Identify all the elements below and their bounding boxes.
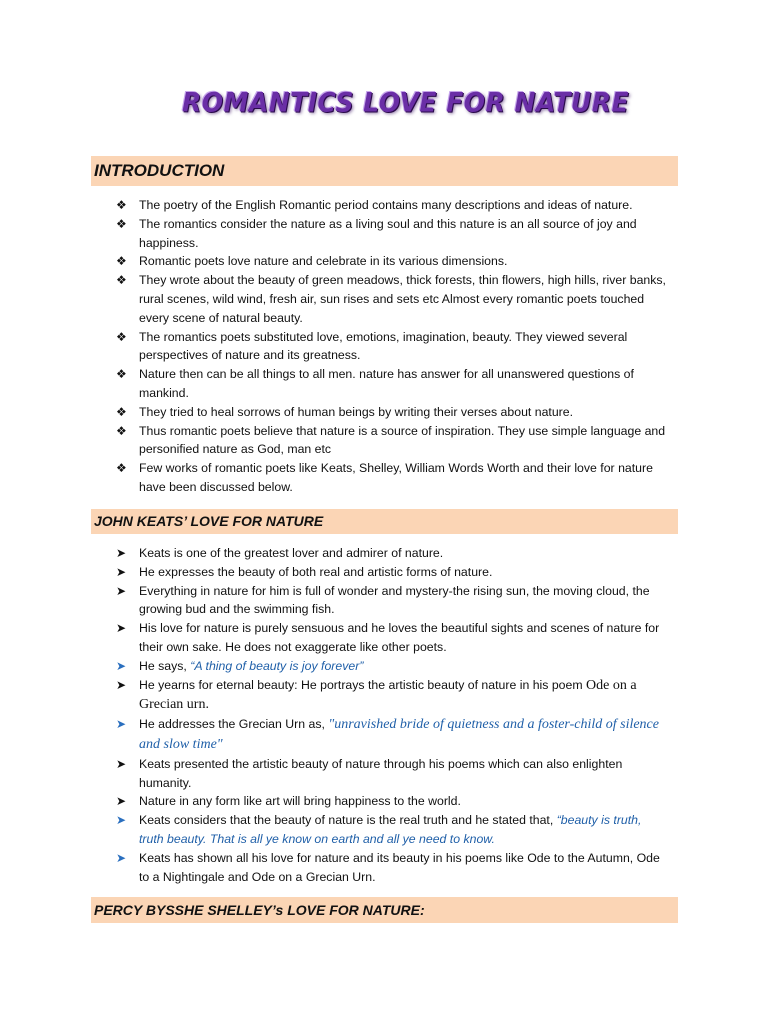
list-item xyxy=(0,582,669,620)
section-heading-shelley xyxy=(91,897,678,923)
list-item xyxy=(0,422,669,460)
arrow-bullet-icon: ➤ xyxy=(116,813,127,828)
arrow-bullet-icon: ➤ xyxy=(116,658,127,673)
list-item-text: The romantics consider the nature as a living soul and this nature is an all source of joy and happiness. xyxy=(139,216,637,250)
document-title: ROMANTICS LOVE FOR NATURE xyxy=(182,87,630,118)
diamond-bullet-icon: ❖ xyxy=(116,216,127,231)
list-item xyxy=(0,215,669,253)
list-item xyxy=(0,792,669,811)
section-heading-introduction xyxy=(91,156,678,186)
list-item-text: He addresses the Grecian Urn as, xyxy=(139,717,329,732)
keats-list xyxy=(0,544,768,886)
arrow-bullet-icon: ➤ xyxy=(116,717,127,732)
list-item-text: The poetry of the English Romantic period contains many descriptions and ideas of nature. xyxy=(139,198,633,212)
list-item xyxy=(0,544,669,563)
diamond-bullet-icon: ❖ xyxy=(116,423,127,438)
keats-quote: "unravished bride of quietness and a foster-child of silence and slow time" xyxy=(139,717,659,752)
list-item xyxy=(0,755,669,793)
list-item-text: He expresses the beauty of both real and artistic forms of nature. xyxy=(139,564,493,579)
list-item-text: The romantics poets substituted love, emotions, imagination, beauty. They viewed several perspectives of nature and its greatness. xyxy=(139,329,628,363)
poem-title: Ode on a Grecian urn. xyxy=(139,677,637,713)
diamond-bullet-icon: ❖ xyxy=(116,404,127,419)
arrow-bullet-icon: ➤ xyxy=(116,794,127,809)
list-item xyxy=(0,365,669,403)
section-heading-text: PERCY BYSSHE SHELLEY’s LOVE FOR NATURE: xyxy=(94,902,425,918)
list-item-text: Nature then can be all things to all men. nature has answer for all unanswered questions of mankind. xyxy=(139,367,634,400)
diamond-bullet-icon: ❖ xyxy=(116,367,127,382)
list-item-text: He says, xyxy=(139,658,191,673)
keats-quote: “A thing of beauty is joy forever” xyxy=(190,658,364,673)
list-item-text: Everything in nature for him is full of wonder and mystery-the rising sun, the moving cloud, the growing bud and the swimming fish. xyxy=(139,583,650,617)
arrow-bullet-icon: ➤ xyxy=(116,756,127,771)
section-heading-keats xyxy=(91,509,678,534)
list-item xyxy=(0,252,669,271)
arrow-bullet-icon: ➤ xyxy=(116,564,127,579)
diamond-bullet-icon: ❖ xyxy=(116,461,127,476)
arrow-bullet-icon: ➤ xyxy=(116,677,127,692)
list-item-text: Romantic poets love nature and celebrate in its various dimensions. xyxy=(139,254,508,269)
arrow-bullet-icon: ➤ xyxy=(116,583,127,598)
list-item-text: Keats is one of the greatest lover and admirer of nature. xyxy=(139,546,444,560)
list-item xyxy=(0,271,669,327)
list-item xyxy=(0,657,669,676)
list-item xyxy=(0,328,669,366)
list-item-text: Thus romantic poets believe that nature is a source of inspiration. They use simple language and personified nature as God, man etc xyxy=(139,423,666,457)
list-item-text: They tried to heal sorrows of human beings by writing their verses about nature. xyxy=(139,404,574,419)
list-item xyxy=(0,849,669,887)
list-item xyxy=(0,563,669,582)
list-item-text: Few works of romantic poets like Keats, Shelley, William Words Worth and their love for nature have been discussed below. xyxy=(139,461,653,494)
list-item-text: He yearns for eternal beauty: He portrays the artistic beauty of nature in his poem xyxy=(139,677,587,692)
list-item xyxy=(0,619,669,657)
arrow-bullet-icon: ➤ xyxy=(116,546,127,560)
list-item xyxy=(0,811,669,849)
section-heading-text: JOHN KEATS’ LOVE FOR NATURE xyxy=(94,513,324,529)
list-item xyxy=(0,676,669,716)
keats-quote: “beauty is truth, truth beauty. That is all ye know on earth and all ye need to know. xyxy=(139,813,642,846)
list-item-text: They wrote about the beauty of green meadows, thick forests, thin flowers, high hills, river banks, rural scenes, wild wind, fresh air, sun rises and sets etc Almost every romantic poets touched every scene of natural beauty. xyxy=(139,273,666,325)
arrow-bullet-icon: ➤ xyxy=(116,621,127,636)
section-heading-text: INTRODUCTION xyxy=(94,161,225,180)
list-item-text: Keats presented the artistic beauty of nature through his poems which can also enlighten humanity. xyxy=(139,756,623,790)
list-item xyxy=(0,403,669,422)
list-item-text: Keats has shown all his love for nature and its beauty in his poems like Ode to the Autumn, Ode to a Nightingale and Ode on a Grecian Urn. xyxy=(139,850,660,884)
list-item-text: Keats considers that the beauty of nature is the real truth and he stated that, xyxy=(139,813,557,828)
list-item-text: His love for nature is purely sensuous and he loves the beautiful sights and scenes of nature for their own sake. He does not exaggerate like other poets. xyxy=(139,621,660,654)
list-item-text: Nature in any form like art will bring happiness to the world. xyxy=(139,794,461,809)
list-item xyxy=(0,196,669,215)
diamond-bullet-icon: ❖ xyxy=(116,273,127,288)
list-item xyxy=(0,459,669,497)
diamond-bullet-icon: ❖ xyxy=(116,254,127,269)
introduction-list xyxy=(0,196,768,497)
diamond-bullet-icon: ❖ xyxy=(116,198,127,212)
arrow-bullet-icon: ➤ xyxy=(116,850,127,865)
list-item xyxy=(0,715,669,755)
diamond-bullet-icon: ❖ xyxy=(116,329,127,344)
